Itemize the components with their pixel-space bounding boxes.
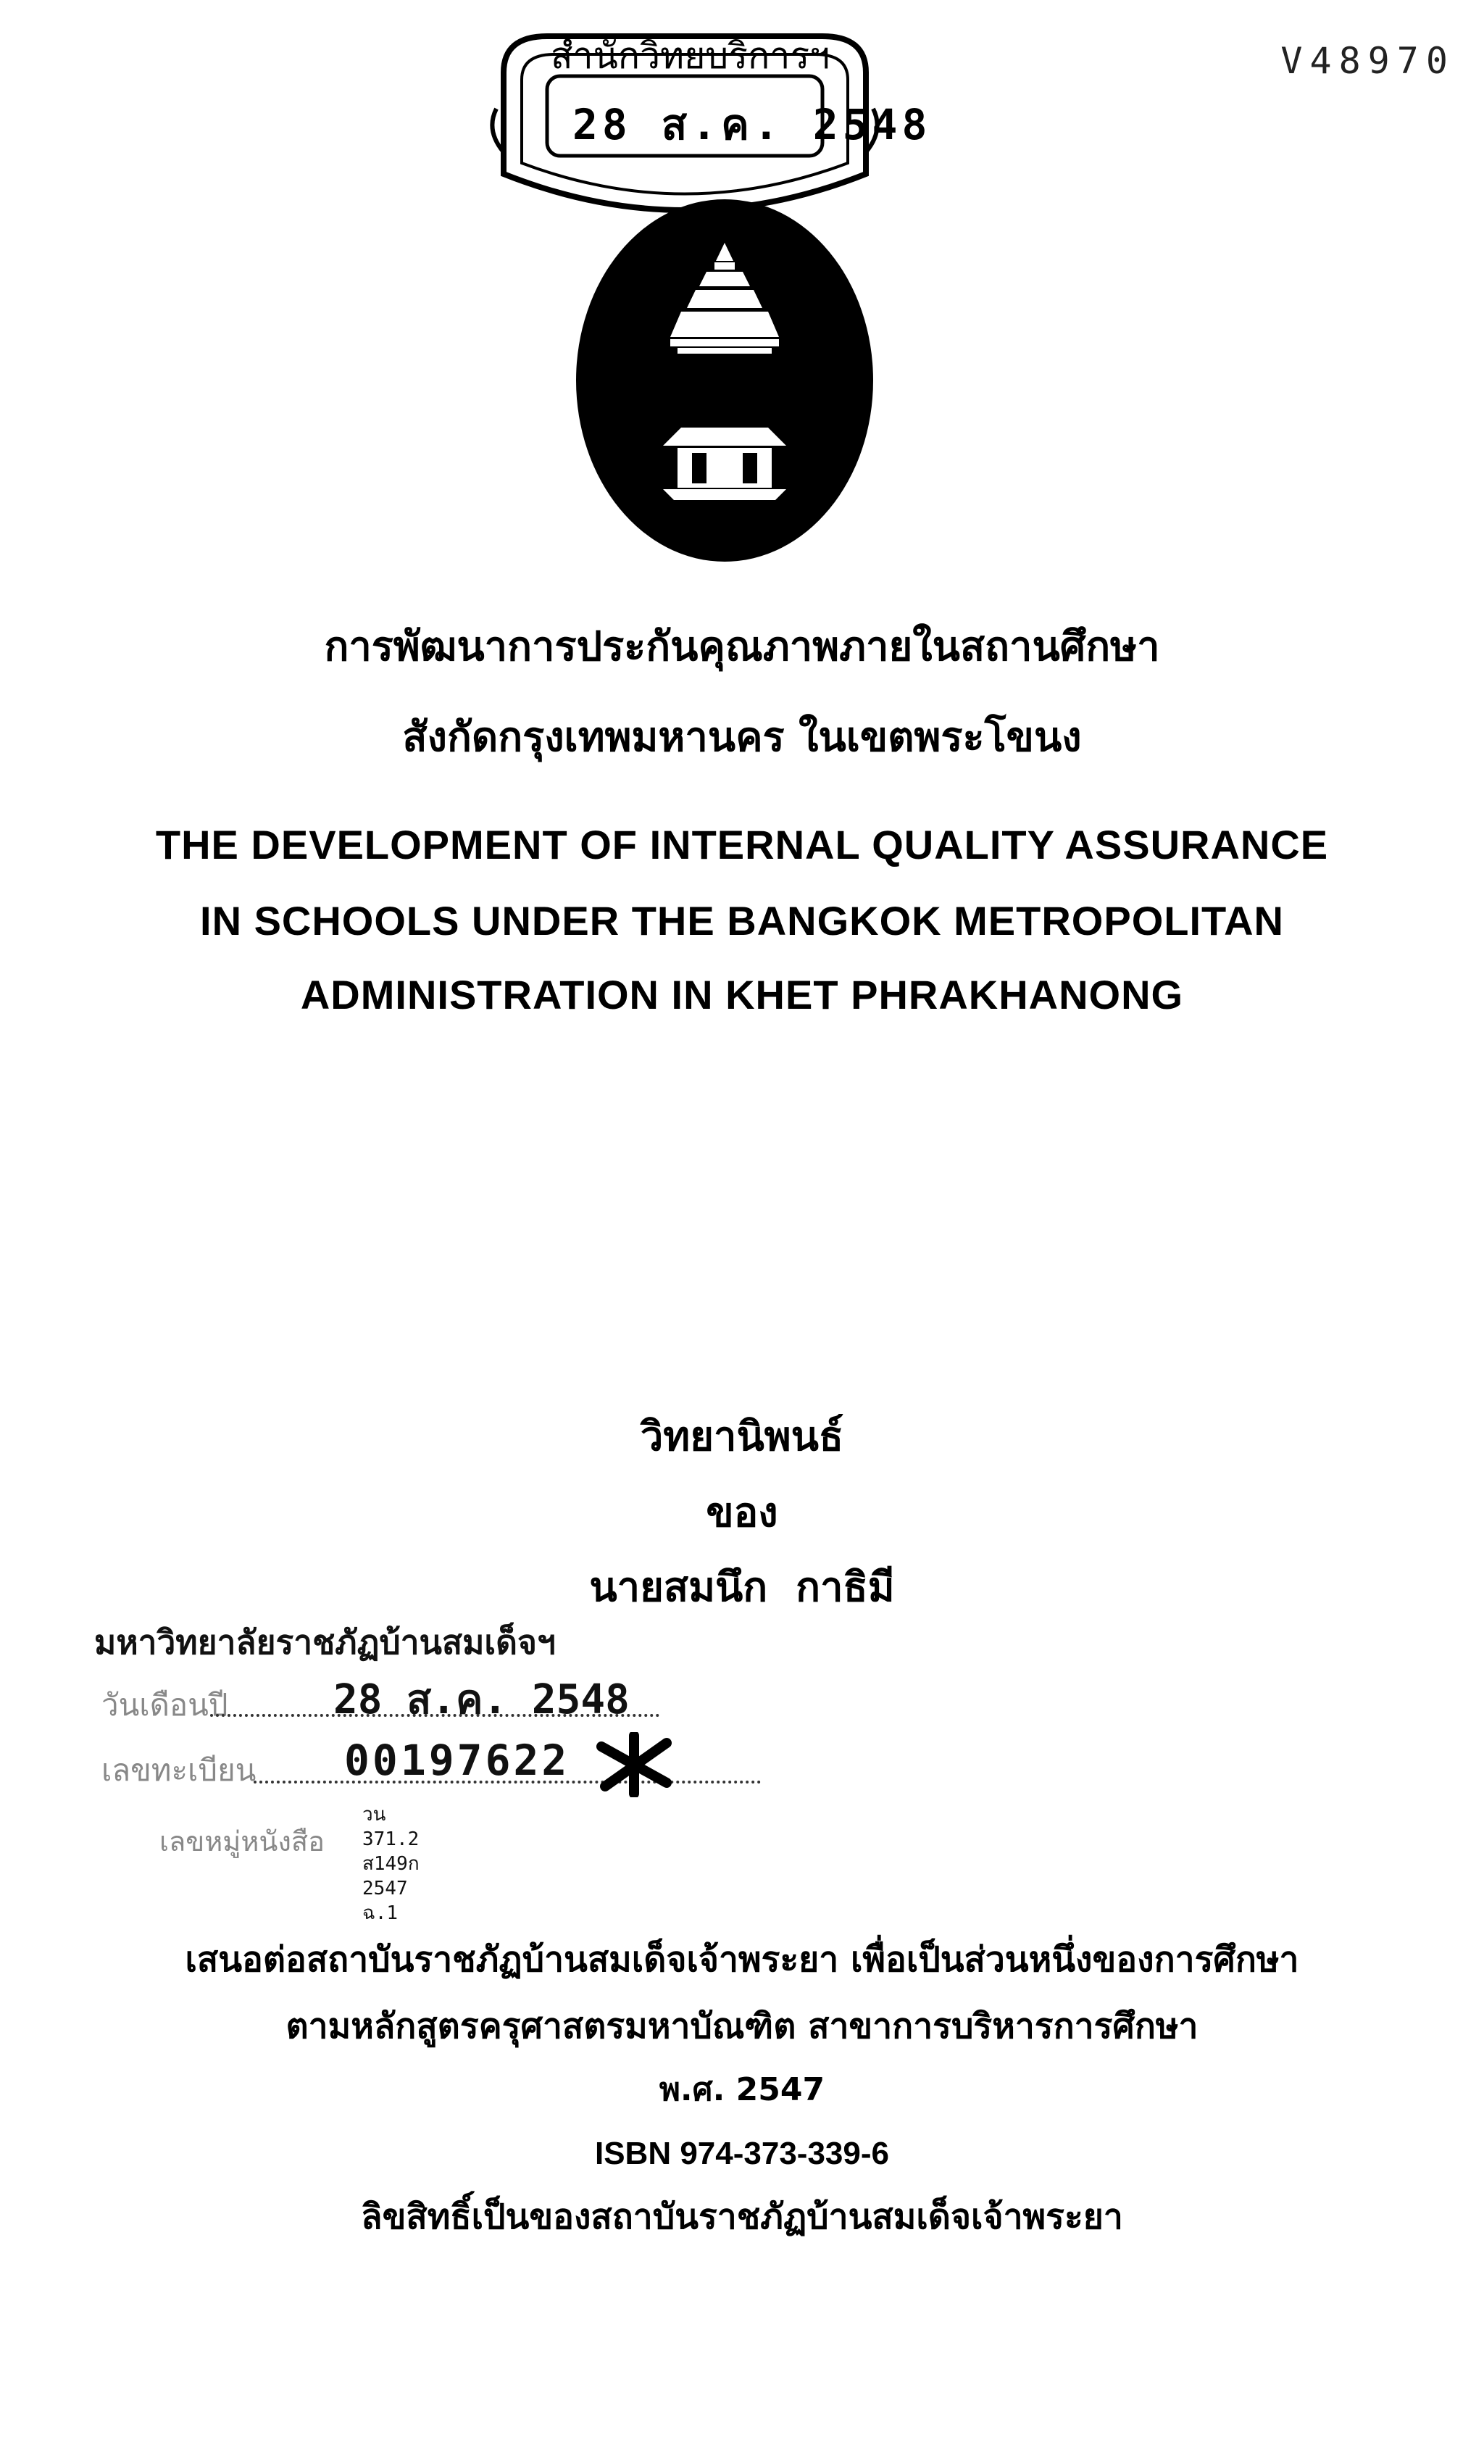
call-number-value: วน 371.2 ส149ก 2547 ฉ.1 — [362, 1804, 420, 1924]
registration-stamp — [87, 1612, 739, 1924]
submission-line-1: เสนอต่อสถาบันราชภัฏบ้านสมเด็จเจ้าพระยา เพื่อเป็นส่วนหนึ่งของการศึกษา — [185, 1939, 1299, 1980]
stamp-header: สำนักวิทยบริการฯ — [551, 35, 830, 77]
english-title-line-2: IN SCHOOLS UNDER THE BANGKOK METROPOLITAN — [200, 898, 1284, 944]
author-name: นายสมนึก กาธิมี — [589, 1564, 895, 1611]
stamp-date: 28 ส.ค. 2548 — [572, 100, 932, 149]
thai-title-line-1: การพัฒนาการประกันคุณภาพภายในสถานศึกษา — [324, 623, 1160, 670]
university-emblem — [572, 196, 877, 565]
submission-line-2: ตามหลักสูตรครุศาสตรมหาบัณฑิต สาขาการบริหารการศึกษา — [285, 2006, 1199, 2047]
english-title-line-3: ADMINISTRATION IN KHET PHRAKHANONG — [300, 972, 1184, 1017]
pedestal-icon — [663, 428, 786, 500]
registration-number: 00197622 — [344, 1736, 570, 1785]
thesis-type: วิทยานิพนธ์ — [640, 1413, 844, 1460]
catalog-number: V48970 — [1280, 40, 1455, 82]
number-label: เลขทะเบียน — [101, 1752, 257, 1788]
thesis-of: ของ — [706, 1489, 778, 1536]
copyright: ลิขสิทธิ์เป็นของสถาบันราชภัฏบ้านสมเด็จเจ้าพระยา — [361, 2197, 1123, 2237]
isbn: ISBN 974-373-339-6 — [594, 2136, 889, 2171]
year: พ.ศ. 2547 — [659, 2071, 825, 2108]
asterisk-mark-icon — [594, 1732, 674, 1797]
english-title-line-1: THE DEVELOPMENT OF INTERNAL QUALITY ASSURANCE — [155, 822, 1329, 867]
stamp-institution: มหาวิทยาลัยราชภัฏบ้านสมเด็จฯ — [94, 1623, 556, 1662]
date-value: 28 ส.ค. 2548 — [333, 1676, 630, 1723]
thai-title-line-2: สังกัดกรุงเทพมหานคร ในเขตพระโขนง — [402, 714, 1082, 761]
call-number-label: เลขหมู่หนังสือ — [159, 1826, 325, 1857]
date-label: วันเดือนปี — [101, 1687, 228, 1723]
